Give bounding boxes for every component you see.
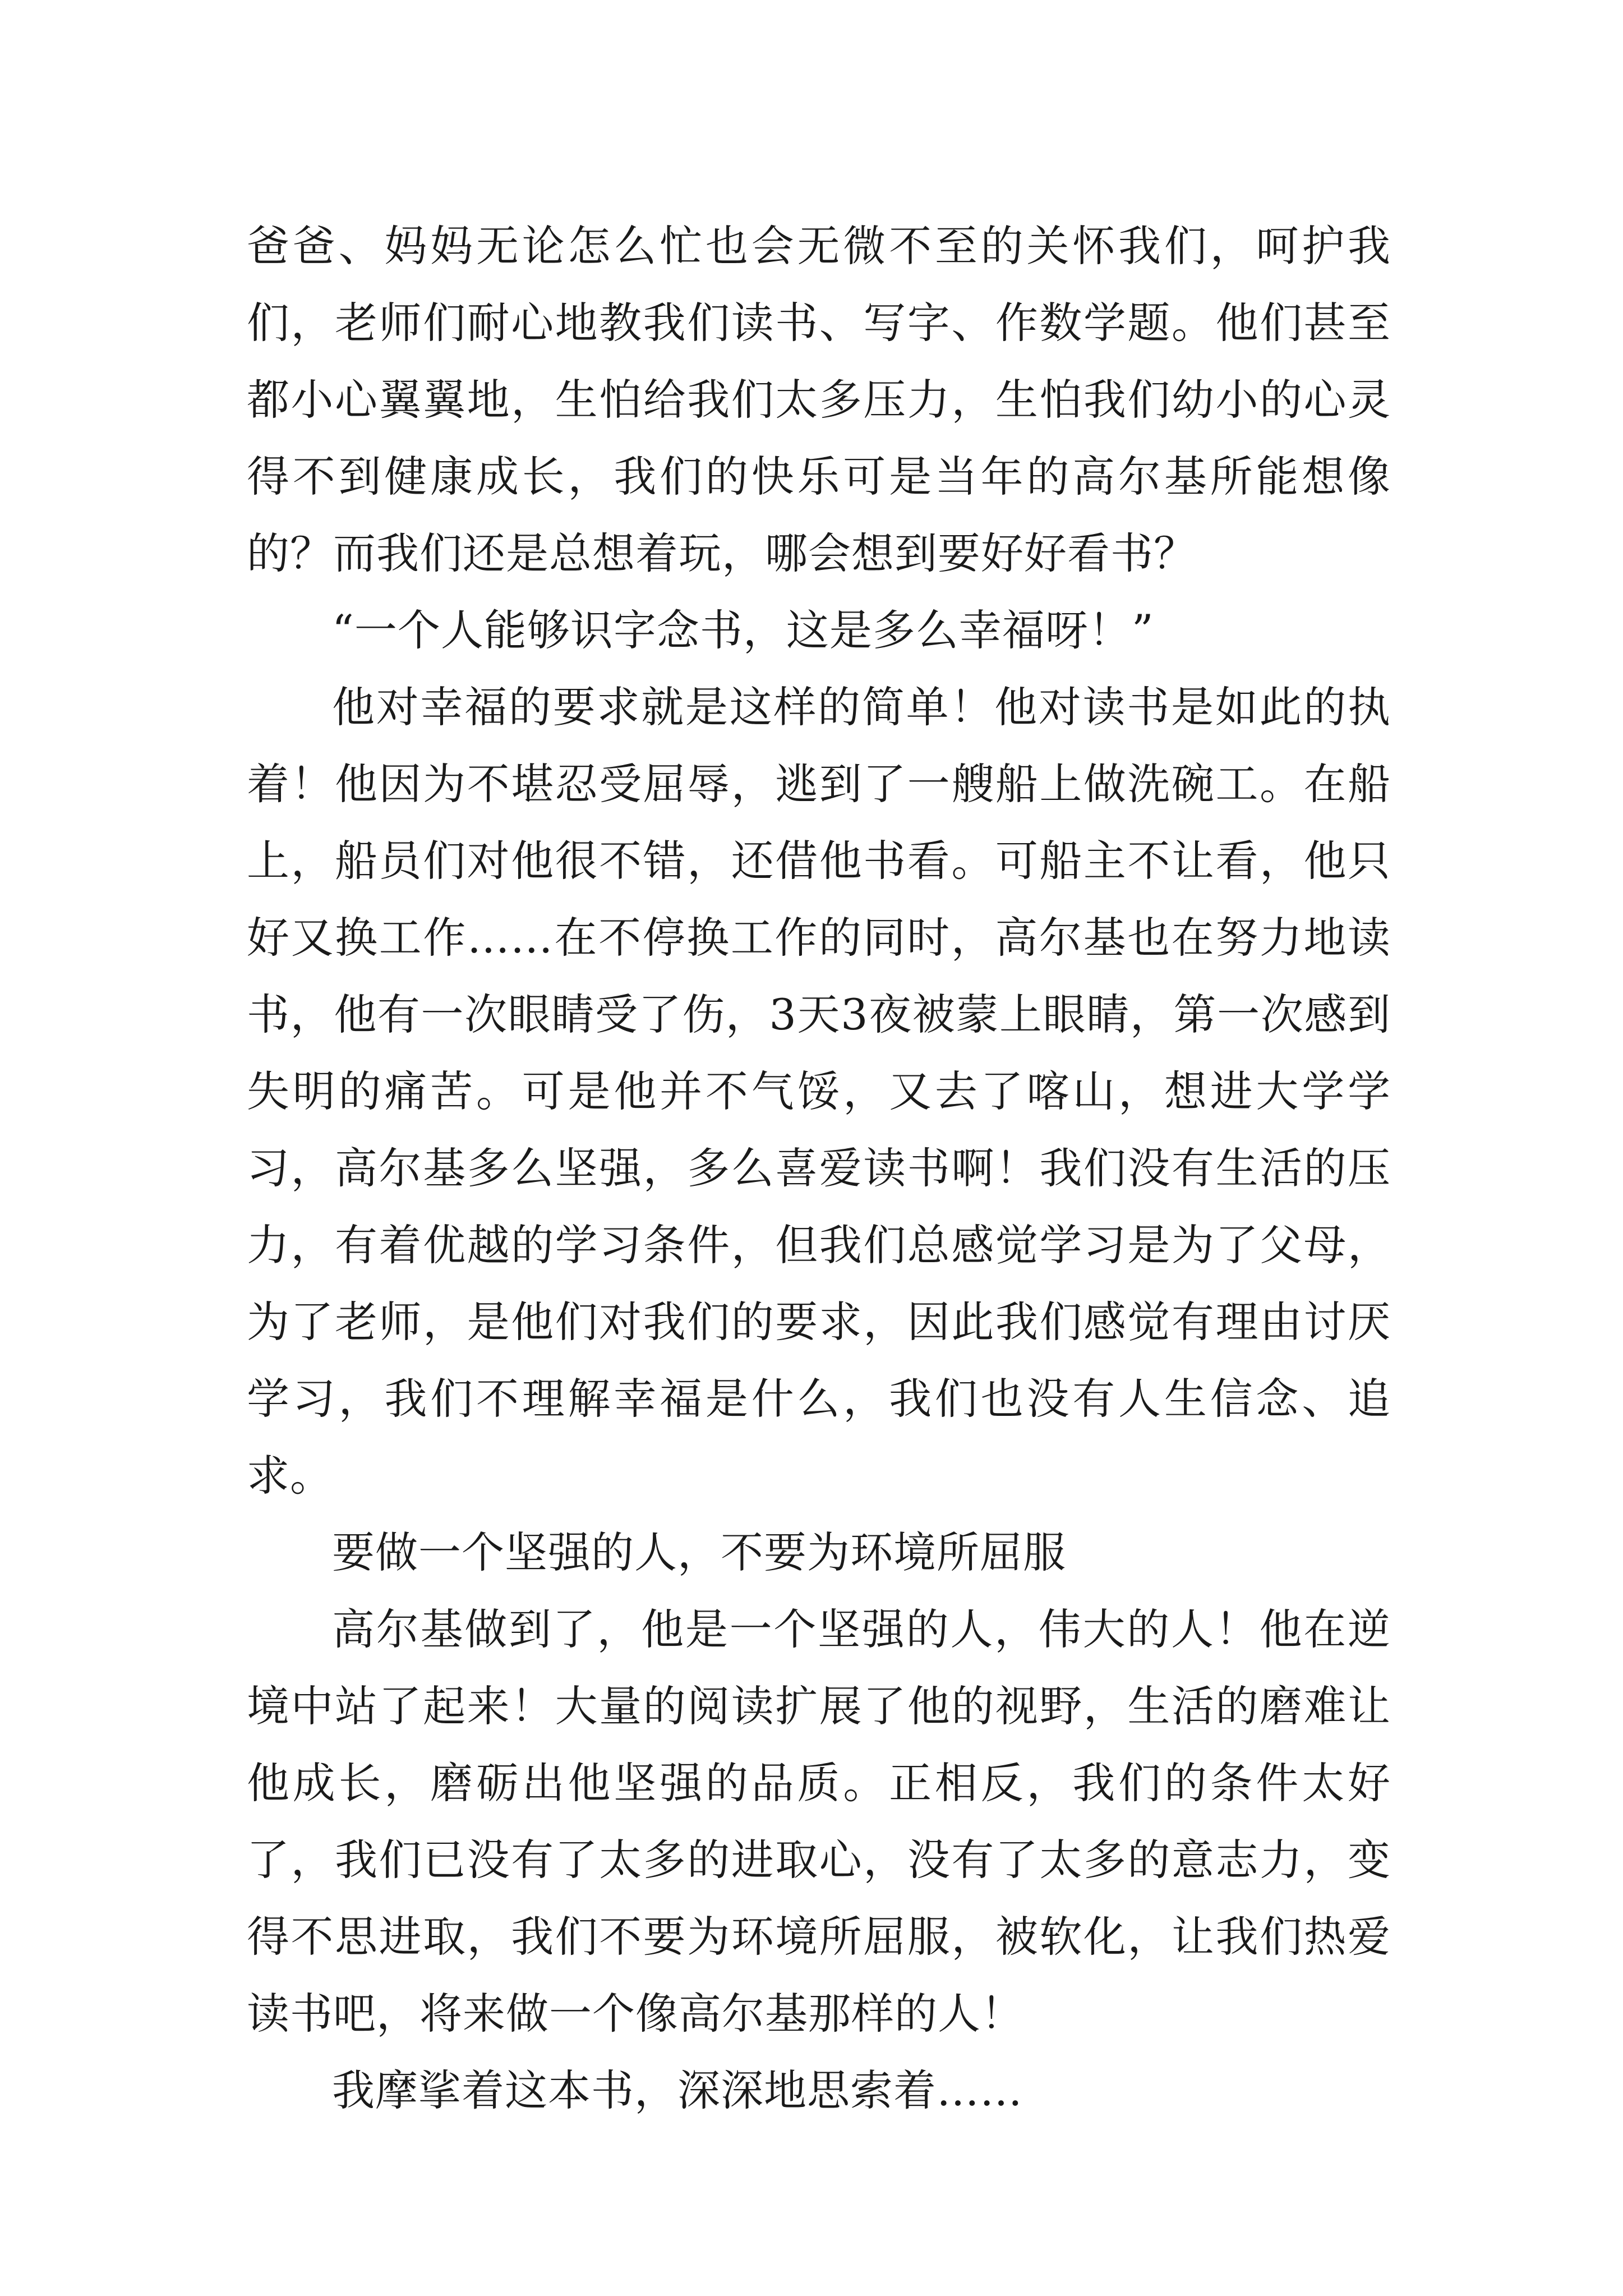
paragraph-6: 我摩挲着这本书，深深地思索着…… <box>332 2065 1023 2115</box>
paragraph-1: 爸爸、妈妈无论怎么忙也会无微不至的关怀我们，呵护我们，老师们耐心地教我们读书、写字、作数学题。他们甚至都小心翼翼地，生怕给我们太多压力，生怕我们幼小的心灵得不到健康成长，我们的快乐可是当年的高尔基所能想像的？而我们还是总想着玩，哪会想到要好好看书？ <box>247 221 1391 578</box>
document-body <box>247 208 1391 2129</box>
paragraph-3: 他对幸福的要求就是这样的简单！他对读书是如此的执着！他因为不堪忍受屈辱，逃到了一艘船上做洗碗工。在船上，船员们对他很不错，还借他书看。可船主不让看，他只好又换工作……在不停换工作的同时，高尔基也在努力地读书，他有一次眼睛受了伤，3天3夜被蒙上眼睛，第一次感到失明的痛苦。可是他并不气馁，又去了喀山，想进大学学习，高尔基多么坚强，多么喜爱读书啊！我们没有生活的压力，有着优越的学习条件，但我们总感觉学习是为了父母，为了老师，是他们对我们的要求，因此我们感觉有理由讨厌学习，我们不理解幸福是什么，我们也没有人生信念、追求。 <box>247 682 1391 1501</box>
paragraph-4-heading: 要做一个坚强的人，不要为环境所屈服 <box>332 1527 1066 1577</box>
paragraph-2-quote: “一个人能够识字念书，这是多么幸福呀！” <box>332 605 1154 655</box>
paragraph-5: 高尔基做到了，他是一个坚强的人，伟大的人！他在逆境中站了起来！大量的阅读扩展了他的视野，生活的磨难让他成长，磨砺出他坚强的品质。正相反，我们的条件太好了，我们已没有了太多的进取心，没有了太多的意志力，变得不思进取，我们不要为环境所屈服，被软化，让我们热爱读书吧，将来做一个像高尔基那样的人！ <box>247 1604 1391 2039</box>
